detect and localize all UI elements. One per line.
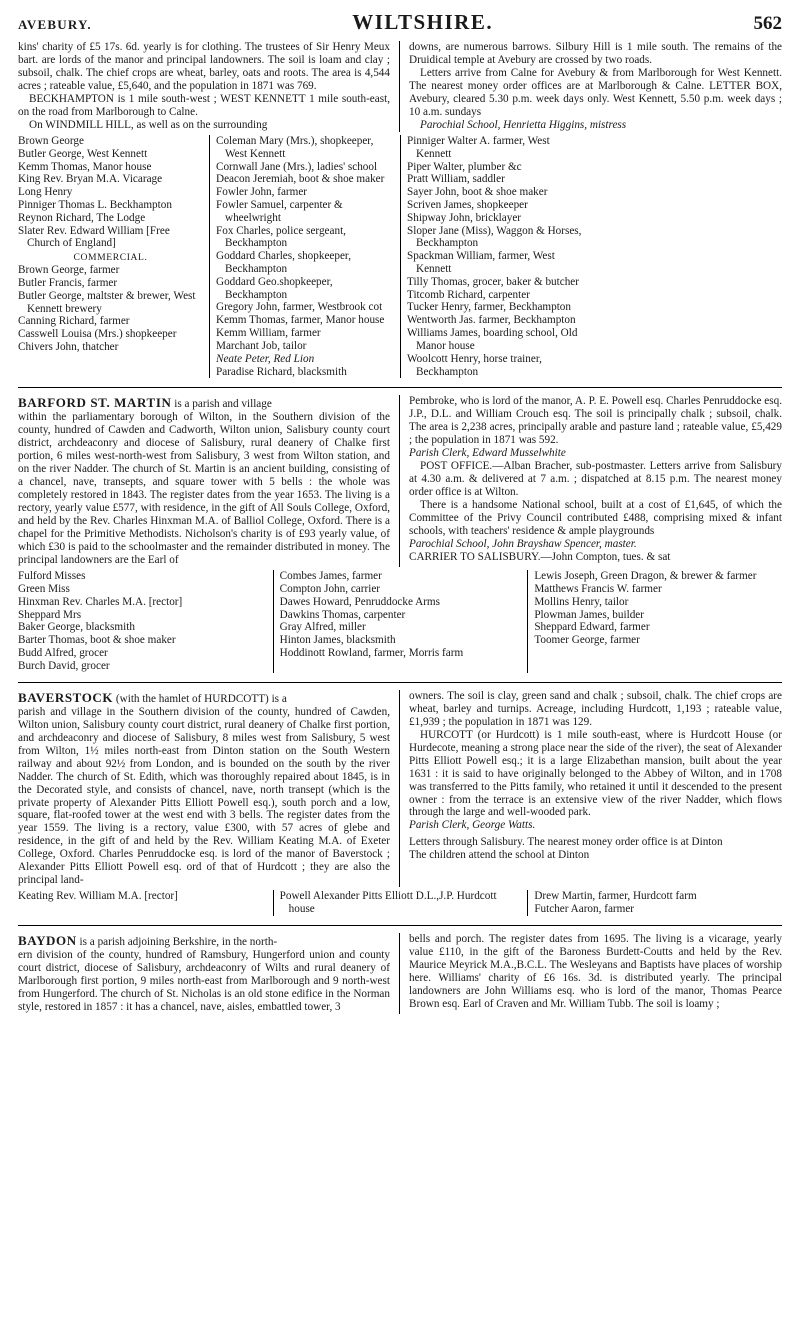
avebury-para: downs, are numerous barrows. Silbury Hill is 1 mile south. The remains of the Druidical temple at Avebury are crossed by two roads. xyxy=(409,41,782,66)
baverstock-text-block xyxy=(18,690,782,888)
avebury-directory xyxy=(18,135,782,378)
list-item: Canning Richard, farmer xyxy=(18,315,130,328)
avebury-para: kins' charity of £5 17s. 6d. yearly is for clothing. The trustees of Sir Henry Meux bart. are lords of the manor and principal landowners. The soil is loam and clay ; subsoil, chalk. The chief crops are wheat, barley, oats and roots. The area is 4,544 acres ; rateable value, £5,640, and the population in 1871 was 769. xyxy=(18,41,390,92)
avebury-commercial-column-3 xyxy=(400,135,591,378)
list-item: Fowler Samuel, carpenter & wheelwright xyxy=(216,198,343,224)
list-item: Cornwall Jane (Mrs.), ladies' school xyxy=(216,160,378,173)
list-item: Shipway John, bricklayer xyxy=(407,211,522,224)
list-item: Titcomb Richard, carpenter xyxy=(407,288,530,301)
list-item: Woolcott Henry, horse trainer, Beckhampton xyxy=(407,352,542,378)
list-item: Brown George xyxy=(18,134,84,147)
list-item: Tucker Henry, farmer, Beckhampton xyxy=(407,301,571,314)
list-item: Compton John, carrier xyxy=(279,582,381,595)
list-item: Tilly Thomas, grocer, baker & butcher xyxy=(407,275,579,288)
list-item: Pratt William, saddler xyxy=(407,173,505,186)
avebury-spill-column xyxy=(591,135,782,378)
barford-column-2 xyxy=(273,570,528,673)
list-item: Fulford Misses xyxy=(18,570,86,583)
barford-directory xyxy=(18,570,782,673)
list-item: Combes James, farmer xyxy=(279,570,382,583)
baydon-text-right xyxy=(400,933,782,1014)
list-item: Sheppard Edward, farmer xyxy=(534,621,650,634)
avebury-para: BECKHAMPTON is 1 mile south-west ; WEST KENNETT 1 mile south-east, on the road from Marlborough to Calne. xyxy=(18,92,390,118)
list-item: Wentworth Jas. farmer, Beckhampton xyxy=(407,314,576,327)
barford-parish-clerk: Parish Clerk, Edward Musselwhite xyxy=(409,447,566,460)
list-item: Baker George, blacksmith xyxy=(18,621,135,634)
list-item: Sloper Jane (Miss), Waggon & Horses, Beckhampton xyxy=(407,224,582,250)
baverstock-parish-clerk: Parish Clerk, George Watts. xyxy=(409,819,536,832)
running-head xyxy=(18,10,782,35)
list-item: Matthews Francis W. farmer xyxy=(534,582,662,595)
place-title: BARFORD ST. MARTIN xyxy=(18,395,172,411)
list-item: Butler George, maltster & brewer, West Kennett brewery xyxy=(18,289,196,315)
avebury-text-right xyxy=(400,41,782,132)
list-item: Dawes Howard, Penruddocke Arms xyxy=(279,595,440,608)
list-item: Marchant Job, tailor xyxy=(216,339,307,352)
baverstock-intro-rest: (with the hamlet of HURDCOTT) is a xyxy=(113,692,287,705)
baverstock-directory xyxy=(18,890,782,916)
barford-post-office: POST OFFICE.—Alban Bracher, sub-postmaster. Letters arrive from Salisbury at 4.30 a.m. & delivered at 7 a.m. ; dispatched at 8.15 p.m. The nearest money order office is at Wilton. xyxy=(409,460,782,499)
list-item: Neate Peter, Red Lion xyxy=(216,352,315,365)
page-number: 562 xyxy=(753,13,782,34)
list-item: Coleman Mary (Mrs.), shopkeeper, West Kennett xyxy=(216,134,374,160)
list-item: Hinxman Rev. Charles M.A. [rector] xyxy=(18,595,183,608)
list-item: Long Henry xyxy=(18,186,73,199)
list-item: Chivers John, thatcher xyxy=(18,341,119,354)
list-item: Plowman James, builder xyxy=(534,608,644,621)
avebury-text-left xyxy=(18,41,400,132)
running-head-county: WILTSHIRE. xyxy=(352,10,494,34)
list-item: Burch David, grocer xyxy=(18,659,110,672)
list-item: Slater Rev. Edward William [Free Church of England] xyxy=(18,224,170,250)
barford-column-1 xyxy=(18,570,273,673)
avebury-para: Letters arrive from Calne for Avebury & from Marlborough for West Kennett. The nearest money order offices are at Marlborough & Calne. LETTER BOX, Avebury, cleared 5.30 p.m. week days only. West Kennett, 5.50 p.m. week days ; 10 a.m. sundays xyxy=(409,66,782,118)
barford-intro xyxy=(18,395,390,411)
place-title: BAYDON xyxy=(18,933,77,949)
list-item: Piper Walter, plumber &c xyxy=(407,160,522,173)
section-divider xyxy=(18,925,782,926)
list-item: Mollins Henry, tailor xyxy=(534,595,629,608)
place-title: BAVERSTOCK xyxy=(18,689,114,705)
list-item: Hinton James, blacksmith xyxy=(279,634,396,647)
baverstock-school: The children attend the school at Dinton xyxy=(409,849,590,862)
baverstock-column-1 xyxy=(18,890,273,916)
barford-school: There is a handsome National school, built at a cost of £1,645, of which the Committee of the Privy Council contributed £488, comprising mixed & infant schools, with teachers' residence & ample playgrounds xyxy=(409,499,782,538)
baydon-intro-rest: is a parish adjoining Berkshire, in the north- xyxy=(76,936,278,949)
list-item: Sheppard Mrs xyxy=(18,608,82,621)
barford-text-right xyxy=(400,395,782,567)
list-item: Sayer John, boot & shoe maker xyxy=(407,186,548,199)
list-item: Paradise Richard, blacksmith xyxy=(216,365,347,378)
baverstock-para: parish and village in the Southern division of the county, hundred of Cawden, Wilton union, Salisbury county court district, rural deanery of Chalke first portion, and archdeaconry and diocese of Salisbury, 8 miles west from Salisbury, 5 west from Wilton, 1½ miles north-east from Dinton station on the South Western railway and about 92½ from London, and is bounded on the south by the river Nadder. The church of St. Edith, which was thoroughly repaired about 1845, is in the Decorated style, and consists of chancel, nave, north transept (which is the private property of Alexander Pitts Elliott Powell esq.), south porch and a low, square, flat-roofed tower at the west end with 3 bells. The register dates from the year 1559. The living is a rectory, value £300, with 57 acres of glebe and residence, in the gift of and held by the Rev. William Keating M.A. of Exeter College, Oxford. Charles Penruddocke esq. is lord of the manor of Baverstock ; Alexander Pitts Elliott Powell esq. ord of that of Hurdcott ; they are also the principal land- xyxy=(18,705,390,887)
list-item: Brown George, farmer xyxy=(18,264,120,277)
hurdcott-para: HURCOTT (or Hurdcott) is 1 mile south-east, where is Hurdcott House (or Hurdecote, meaning a strong place near the side of the river), the seat of Alexander Pitts Elliott Powell esq.; it is a large Elizabethan mansion, built about the year 1631 : it is said to have originally belonged to the Abbey of Wilton, and in 1708 was transferred to the Pitts family, who retained it until it descended to the present owner : from the terrace is an extensive view of the river Nadder, which flows through the large and well-wooded park. xyxy=(409,728,782,819)
avebury-private-column xyxy=(18,135,209,378)
list-item: Kemm Thomas, Manor house xyxy=(18,160,152,173)
avebury-parochial-school: Parochial School, Henrietta Higgins, mistress xyxy=(420,118,627,131)
list-item: Casswell Louisa (Mrs.) shopkeeper xyxy=(18,328,177,341)
barford-text-block xyxy=(18,395,782,567)
barford-text-left xyxy=(18,395,400,567)
list-item: Pinniger Walter A. farmer, West Kennett xyxy=(407,134,550,160)
baydon-para: ern division of the county, hundred of Ramsbury, Hungerford union and county court district, diocese of Salisbury, archdeaconry of Wilts and rural deanery of Marlborough first portion, 9 miles north-east from Marlborough and 9 north-west from Hungerford. The church of St. Nicholas is an old stone edifice in the Norman style, restored in 1857 : it has a chancel, nave, aisles, embattled tower, 3 xyxy=(18,949,390,1013)
list-item: Powell Alexander Pitts Elliott D.L.,J.P. Hurdcott house xyxy=(279,890,497,916)
list-item: Kemm Thomas, farmer, Manor house xyxy=(216,314,385,327)
list-item: Dawkins Thomas, carpenter xyxy=(279,608,406,621)
list-item: Green Miss xyxy=(18,582,70,595)
baverstock-column-3 xyxy=(527,890,782,916)
baydon-intro xyxy=(18,933,390,949)
list-item: Gregory John, farmer, Westbrook cot xyxy=(216,301,383,314)
list-item: Hoddinott Rowland, farmer, Morris farm xyxy=(279,647,464,659)
list-item: Goddard Charles, shopkeeper, Beckhampton xyxy=(216,250,352,276)
baverstock-intro xyxy=(18,690,390,706)
running-head-left: AVEBURY. xyxy=(18,17,92,32)
barford-carrier: CARRIER TO SALISBURY.—John Compton, tues. & sat xyxy=(409,551,671,564)
list-item: King Rev. Bryan M.A. Vicarage xyxy=(18,173,163,186)
list-item: Drew Martin, farmer, Hurdcott farm xyxy=(534,890,697,903)
list-item: Reynon Richard, The Lodge xyxy=(18,211,146,224)
baydon-text-block xyxy=(18,933,782,1014)
list-item: Scriven James, shopkeeper xyxy=(407,198,528,211)
baydon-para: bells and porch. The register dates from 1695. The living is a vicarage, yearly value £110, in the gift of the Baroness Burdett-Coutts and held by the Rev. Maurice Meyrick M.A.,B.C.L. The Wesleyans and Baptists have places of worship here. Williams' charity of £6 16s. 3d. is distributed yearly. The principal landowners are John Williams esq. who is lord of the manor, Thomas Pearce Brown esq. Earl of Craven and Mr. William Tubb. The soil is loamy ; xyxy=(409,933,782,1010)
barford-parochial-school: Parochial School, John Brayshaw Spencer, master. xyxy=(409,538,637,551)
list-item: Deacon Jeremiah, boot & shoe maker xyxy=(216,173,385,186)
section-divider xyxy=(18,387,782,388)
commercial-heading: COMMERCIAL. xyxy=(73,252,148,264)
list-item: Toomer George, farmer xyxy=(534,634,640,647)
baverstock-text-right xyxy=(400,690,782,888)
list-item: Kemm William, farmer xyxy=(216,327,321,340)
baverstock-para: owners. The soil is clay, green sand and chalk ; subsoil, chalk. The chief crops are wheat, barley and turnips. Acreage, including Hurdcott, 1,193 ; rateable value, £1,939 ; the population in 1871 was 129. xyxy=(409,689,782,728)
list-item: Butler Francis, farmer xyxy=(18,277,118,289)
barford-para: within the parliamentary borough of Wilton, in the Southern division of the county, hundred of Cawden and Cadworth, Wilton union, Salisbury county court district, archdeaconry and diocese of Salisbury, rural deanery of Chalke first portion, 6 miles west-north-west from Salisbury, 3 west from Wilton station, and on the river Nadder. The church of St. Martin is an ancient building, consisting of a chancel, nave, transepts, and square tower with 5 bells : the whole was completely restored in 1843. The register dates from the year 1653. The living is a rectory, yearly value £577, with residence, in the gift of All Souls College, Oxford, and held by the Rev. Charles Hinxman M.A. of Balliol College, Oxford. There is a chapel for the Primitive Methodists. Nicholson's charity is of £93 yearly value, of which £30 is paid to the schoolmaster and the remainder distributed in money. The principal landowners are the Earl of xyxy=(18,411,390,567)
avebury-text-block xyxy=(18,41,782,132)
baverstock-letters: Letters through Salisbury. The nearest money order office is at Dinton xyxy=(409,836,723,849)
baverstock-text-left xyxy=(18,690,400,888)
barford-column-3 xyxy=(527,570,782,673)
list-item: Fox Charles, police sergeant, Beckhampton xyxy=(216,224,346,250)
baydon-text-left xyxy=(18,933,400,1014)
section-divider xyxy=(18,682,782,683)
list-item: Pinniger Thomas L. Beckhampton xyxy=(18,198,172,211)
list-item: Fowler John, farmer xyxy=(216,186,308,199)
avebury-commercial-column-2 xyxy=(209,135,400,378)
baverstock-column-2 xyxy=(273,890,528,916)
list-item: Williams James, boarding school, Old Manor house xyxy=(407,327,578,352)
list-item: Keating Rev. William M.A. [rector] xyxy=(18,890,178,903)
list-item: Butler George, West Kennett xyxy=(18,147,148,160)
list-item: Goddard Geo.shopkeeper, Beckhampton xyxy=(216,275,333,301)
list-item: Barter Thomas, boot & shoe maker xyxy=(18,634,176,647)
list-item: Gray Alfred, miller xyxy=(279,621,366,634)
barford-intro-rest: is a parish and village xyxy=(171,398,272,411)
list-item: Spackman William, farmer, West Kennett xyxy=(407,250,555,276)
list-item: Budd Alfred, grocer xyxy=(18,647,108,659)
barford-para: Pembroke, who is lord of the manor, A. P. E. Powell esq. Charles Penruddocke esq. J.P., D.L. and William Crouch esq. The soil is principally chalk ; subsoil, chalk. The area is 2,238 acres, principally arable and pasture land ; rateable value, £5,429 ; the population in 1871 was 592. xyxy=(409,395,782,447)
list-item: Lewis Joseph, Green Dragon, & brewer & farmer xyxy=(534,570,757,583)
list-item: Futcher Aaron, farmer xyxy=(534,903,635,916)
avebury-para: On WINDMILL HILL, as well as on the surrounding xyxy=(29,118,268,131)
